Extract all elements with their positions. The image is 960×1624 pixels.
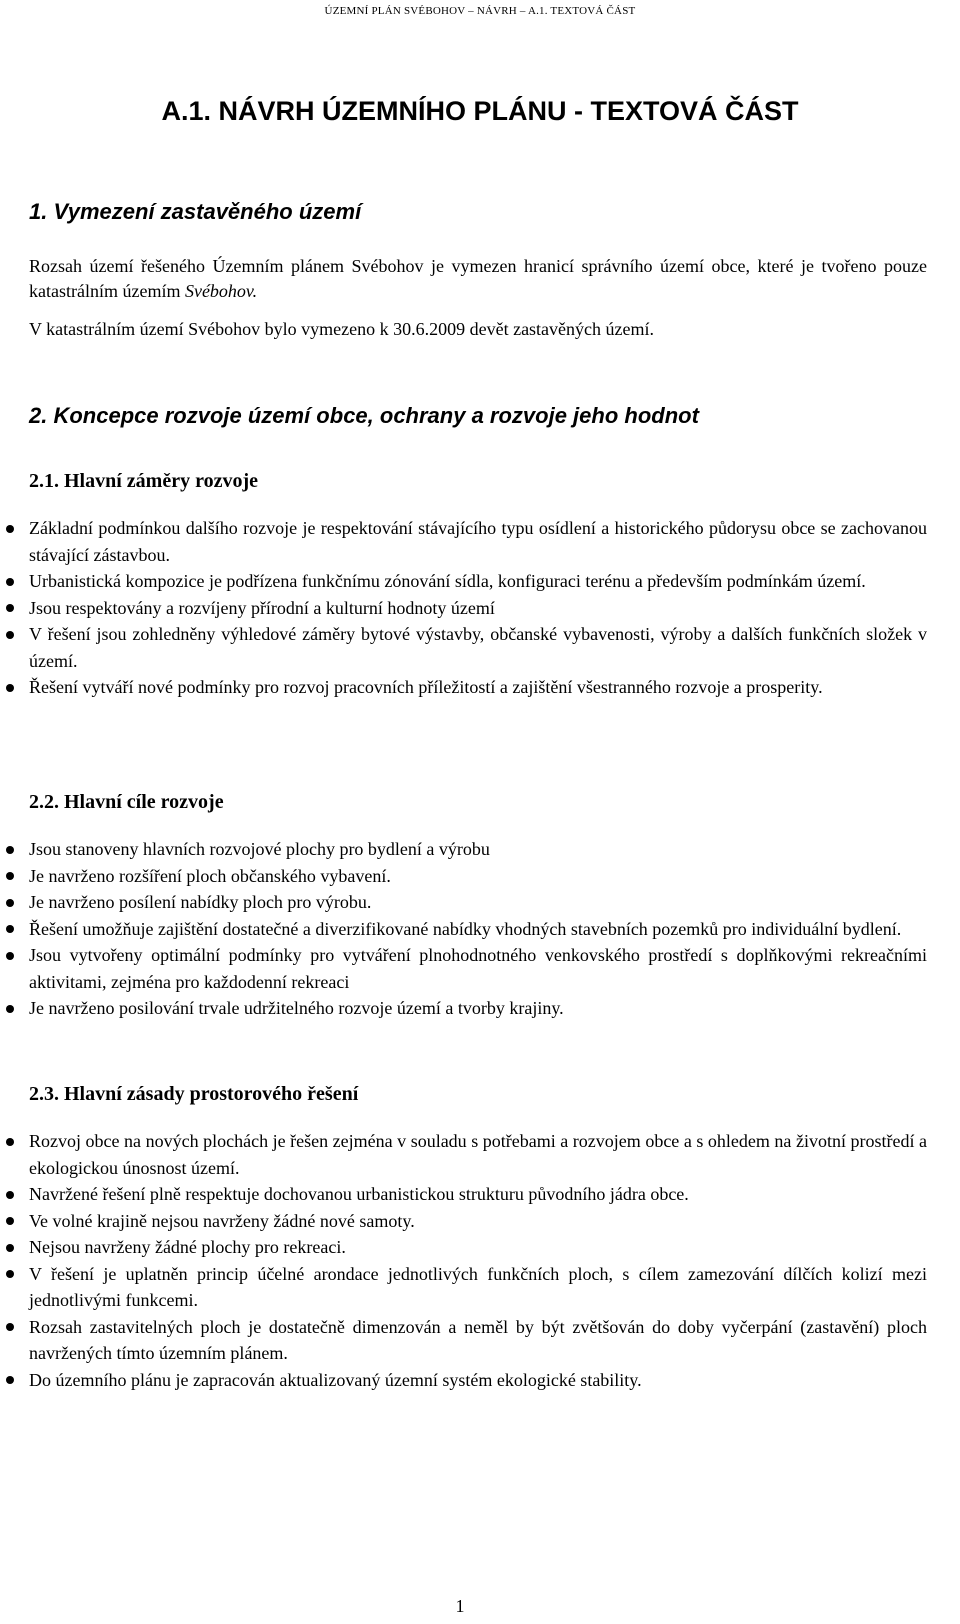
running-header: ÚZEMNÍ PLÁN SVÉBOHOV – NÁVRH – A.1. TEXTOVÁ ČÁST: [324, 5, 636, 17]
list-item: [0, 916, 927, 943]
list-item-text: Jsou respektovány a rozvíjeny přírodní a kulturní hodnoty území: [29, 597, 495, 618]
list-item-text: Rozsah zastavitelných ploch je dostatečně dimenzován a neměl by být zvětšován do doby vyčerpání (zastavění) ploch navržených tímto územním plánem.: [29, 1316, 927, 1363]
page-number: 1: [455, 1596, 465, 1616]
section-1-paragraph-2: V katastrálním území Svébohov bylo vymezeno k 30.6.2009 devět zastavěných území.: [29, 319, 655, 339]
bullet-icon: [6, 952, 14, 960]
list-item-text: Je navrženo posílení nabídky ploch pro výrobu.: [29, 892, 372, 912]
bullet-icon: [6, 899, 14, 907]
list-item: [0, 889, 927, 916]
list-item: [0, 515, 927, 568]
list-item-text: Řešení vytváří nové podmínky pro rozvoj pracovních příležitostí a zajištění všestranného rozvoje a prosperity.: [29, 677, 823, 697]
list-item: [0, 1128, 927, 1181]
subsection-2-1-list: [0, 515, 927, 701]
list-item-text: Základní podmínkou dalšího rozvoje je respektování stávajícího typu osídlení a historického půdorysu obce se zachovanou stávající zástavbou.: [29, 518, 927, 565]
bullet-icon: [6, 1191, 14, 1199]
bullet-icon: [6, 525, 14, 533]
paragraph-text: Rozsah území řešeného Územním plánem Svébohov je vymezen hranicí správního území obce, které je tvořeno pouze katastrálním územím: [29, 256, 927, 301]
list-item: [0, 674, 927, 701]
list-item: [0, 836, 927, 863]
bullet-icon: [6, 631, 14, 639]
subsection-2-2-list: [0, 836, 927, 1022]
bullet-icon: [6, 1270, 14, 1278]
bullet-icon: [6, 1217, 14, 1225]
list-item-text: V řešení je uplatněn princip účelné arondace jednotlivých funkčních ploch, s cílem zamezování dílčích kolizí mezi jednotlivými funkcemi.: [29, 1263, 927, 1310]
list-item-text: Rozvoj obce na nových plochách je řešen zejména v souladu s potřebami a rozvojem obce a s ohledem na životní prostředí a ekologickou únosnost území.: [29, 1131, 927, 1178]
list-item-text: Urbanistická kompozice je podřízena funkčnímu zónování sídla, konfiguraci terénu a především podmínkám území.: [29, 571, 866, 591]
list-item: [0, 942, 927, 995]
bullet-icon: [6, 604, 14, 612]
list-item-text: Jsou stanoveny hlavních rozvojové plochy pro bydlení a výrobu: [29, 839, 490, 859]
bullet-icon: [6, 846, 14, 854]
subsection-2-3-heading: 2.3. Hlavní zásady prostorového řešení: [29, 1083, 359, 1105]
list-item-text: Jsou vytvořeny optimální podmínky pro vytváření plnohodnotného venkovského prostředí s doplňkovými rekreačními aktivitami, zejména pro každodenní rekreaci: [29, 945, 927, 992]
list-item-text: Řešení umožňuje zajištění dostatečné a diverzifikované nabídky vhodných stavebních pozemků pro individuální bydlení.: [29, 918, 902, 939]
list-item-text: Je navrženo posilování trvale udržitelného rozvoje území a tvorby krajiny.: [29, 998, 564, 1018]
subsection-2-3-list: [0, 1128, 927, 1393]
bullet-icon: [6, 578, 14, 586]
list-item: [0, 1261, 927, 1314]
bullet-icon: [6, 1244, 14, 1252]
list-item-text: Ve volné krajině nejsou navrženy žádné nové samoty.: [29, 1210, 415, 1231]
list-item-text: Do územního plánu je zapracován aktualizovaný územní systém ekologické stability.: [29, 1369, 642, 1390]
bullet-icon: [6, 872, 14, 880]
list-item: [0, 621, 927, 674]
list-item: [0, 1234, 927, 1261]
list-item: [0, 1181, 927, 1208]
subsection-2-1-heading: 2.1. Hlavní záměry rozvoje: [29, 470, 259, 492]
list-item-text: V řešení jsou zohledněny výhledové záměry bytové výstavby, občanské vybavenosti, výroby a dalších funkčních složek v území.: [29, 624, 927, 671]
list-item: [0, 1314, 927, 1367]
list-item: [0, 1208, 927, 1235]
list-item-text: Je navrženo rozšíření ploch občanského vybavení.: [29, 865, 391, 886]
bullet-icon: [6, 1005, 14, 1013]
list-item-text: Navržené řešení plně respektuje dochovanou urbanistickou strukturu původního jádra obce.: [29, 1184, 689, 1204]
list-item: [0, 595, 927, 622]
section-1-heading: 1. Vymezení zastavěného území: [29, 199, 362, 224]
section-1-paragraph-1: [29, 254, 927, 304]
paragraph-italic-text: Svébohov.: [184, 281, 258, 301]
bullet-icon: [6, 925, 14, 933]
bullet-icon: [6, 1376, 14, 1384]
document-title: A.1. NÁVRH ÚZEMNÍHO PLÁNU - TEXTOVÁ ČÁST: [161, 96, 799, 126]
list-item: [0, 1367, 927, 1394]
list-item-text: Nejsou navrženy žádné plochy pro rekreaci.: [29, 1237, 346, 1257]
bullet-icon: [6, 684, 14, 692]
list-item: [0, 995, 927, 1022]
subsection-2-2-heading: 2.2. Hlavní cíle rozvoje: [29, 791, 224, 813]
list-item: [0, 568, 927, 595]
list-item: [0, 863, 927, 890]
bullet-icon: [6, 1323, 14, 1331]
bullet-icon: [6, 1138, 14, 1146]
section-2-heading: 2. Koncepce rozvoje území obce, ochrany a rozvoje jeho hodnot: [29, 403, 699, 428]
